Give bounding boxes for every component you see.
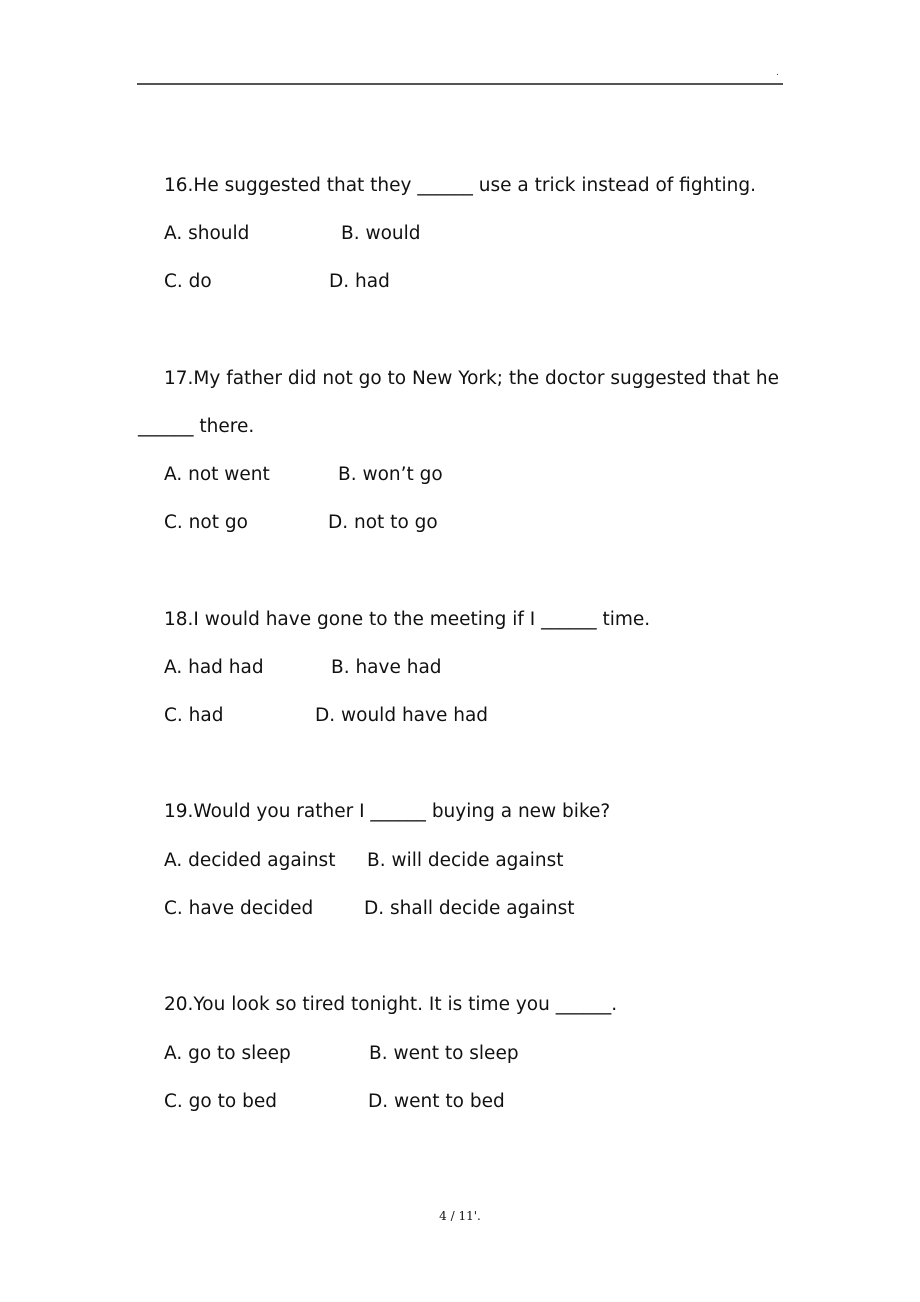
question-16-option-d: D. had <box>329 271 390 292</box>
question-20-stem: 20.You look so tired tonight. It is time you ______. <box>164 994 618 1015</box>
question-18-stem: 18.I would have gone to the meeting if I ______ time. <box>164 609 651 630</box>
question-20-option-a: A. go to sleep <box>164 1043 291 1064</box>
question-18-option-c: C. had <box>164 705 224 726</box>
question-17-option-d: D. not to go <box>328 512 438 533</box>
question-19-stem: 19.Would you rather I ______ buying a new bike? <box>164 801 611 822</box>
question-19-option-a: A. decided against <box>164 850 336 871</box>
question-17-stem-line2: ______ there. <box>138 416 255 437</box>
question-20-option-c: C. go to bed <box>164 1091 277 1112</box>
question-19-option-d: D. shall decide against <box>364 898 575 919</box>
question-19-option-b: B. will decide against <box>367 850 564 871</box>
question-20-option-b: B. went to sleep <box>369 1043 519 1064</box>
page-number: 4 / 11'. <box>439 1209 481 1223</box>
question-16-option-b: B. would <box>341 223 421 244</box>
question-16-option-c: C. do <box>164 271 212 292</box>
question-16-stem: 16.He suggested that they ______ use a trick instead of fighting. <box>164 175 757 196</box>
question-16-option-a: A. should <box>164 223 250 244</box>
question-17-stem-line1: 17.My father did not go to New York; the doctor suggested that he <box>164 368 780 389</box>
question-17-option-b: B. won’t go <box>338 464 443 485</box>
header-mark: . <box>776 68 779 78</box>
question-18-option-b: B. have had <box>331 657 442 678</box>
question-20-option-d: D. went to bed <box>368 1091 505 1112</box>
header-rule <box>137 83 783 85</box>
question-17-option-a: A. not went <box>164 464 270 485</box>
question-17-option-c: C. not go <box>164 512 248 533</box>
question-18-option-d: D. would have had <box>315 705 489 726</box>
question-18-option-a: A. had had <box>164 657 264 678</box>
question-19-option-c: C. have decided <box>164 898 314 919</box>
